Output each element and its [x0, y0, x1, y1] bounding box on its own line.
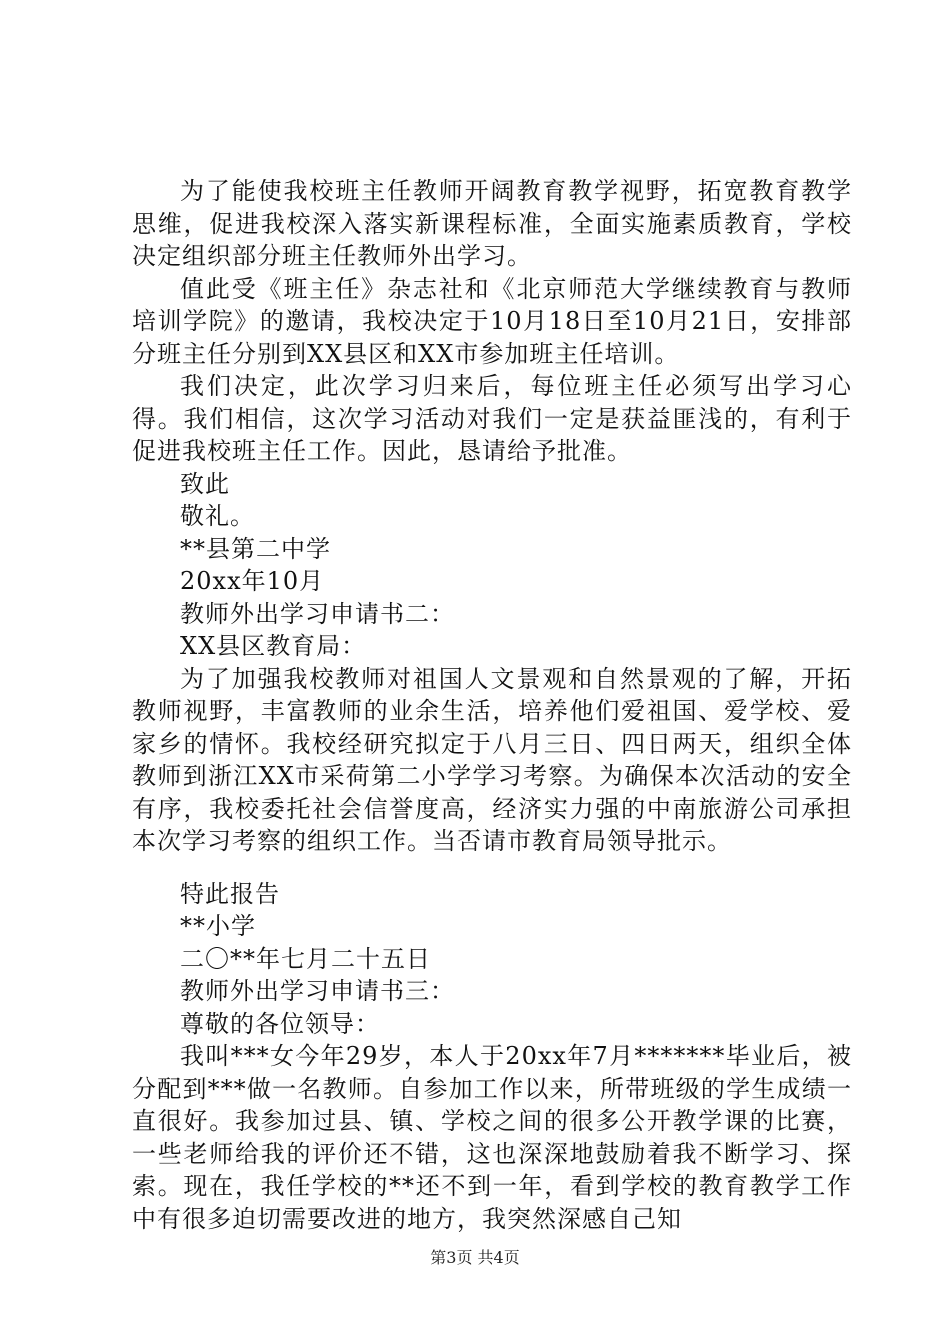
paragraph-invitation: 值此受《班主任》杂志社和《北京师范大学继续教育与教师培训学院》的邀请，我校决定于10月18日至10月21日，安排部分班主任分别到XX县区和XX市参加班主任培训。: [132, 274, 852, 368]
addressee-2: XX县区教育局：: [180, 632, 367, 660]
paragraph-self-intro: 我叫***女今年29岁，本人于20xx年7月*******毕业后，被分配到***做一名教师。自参加工作以来，所带班级的学生成绩一直很好。我参加过县、镇、学校之间的很多公开教学课的比赛，一些老师给我的评价还不错，这也深深地鼓励着我不断学习、探索。现在，我任学校的**还不到一年，看到学校的教育教学工作中有很多迫切需要改进的地方，我突然深感自己知: [132, 1042, 852, 1233]
document-body: [132, 175, 852, 1235]
signer-school-1: **县第二中学: [180, 534, 331, 563]
section-title-2: 教师外出学习申请书二：: [180, 599, 455, 628]
date-line-1: 20xx年10月: [180, 567, 325, 595]
addressee-3: 尊敬的各位领导：: [180, 1009, 380, 1038]
paragraph-study-tour: 为了加强我校教师对祖国人文景观和自然景观的了解，开拓教师视野，丰富教师的业余生活，培养他们爱祖国、爱学校、爱家乡的情怀。我校经研究拟定于八月三日、四日两天，组织全体教师到浙江XX市采荷第二小学学习考察。为确保本次活动的安全有序，我校委托社会信誉度高，经济实力强的中南旅游公司承担本次学习考察的组织工作。当否请市教育局领导批示。: [132, 664, 852, 855]
section-title-3: 教师外出学习申请书三：: [180, 977, 455, 1005]
paragraph-purpose: 为了能使我校班主任教师开阔教育教学视野，拓宽教育教学思维，促进我校深入落实新课程标准，全面实施素质教育，学校决定组织部分班主任教师外出学习。: [132, 177, 852, 270]
date-line-2: 二〇**年七月二十五日: [180, 944, 431, 973]
page-number-footer: 第3页 共4页: [430, 1248, 520, 1267]
closing-line-2: 敬礼。: [180, 502, 255, 530]
closing-line-1: 致此: [180, 469, 230, 498]
signer-school-2: **小学: [180, 912, 256, 940]
spacer: [132, 858, 852, 878]
report-line: 特此报告: [180, 879, 280, 908]
paragraph-decision: 我们决定，此次学习归来后，每位班主任必须写出学习心得。我们相信，这次学习活动对我们一定是获益匪浅的，有利于促进我校班主任工作。因此，恳请给予批准。: [132, 372, 852, 465]
